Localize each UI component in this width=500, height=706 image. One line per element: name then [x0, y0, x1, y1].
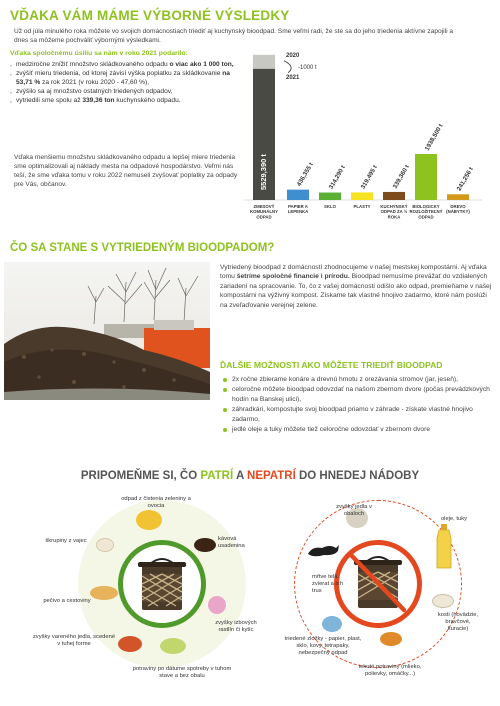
remind-heading: PRIPOMEŇME SI, ČO PATRÍ A NEPATRÍ DO HNEDEJ NÁDOBY	[80, 470, 420, 482]
bar-value-label: 436,355 t	[295, 161, 315, 188]
list-item: 2x ročne zbierame konáre a drevnú hmotu z orezávania stromov (jar, jeseň),	[222, 375, 494, 384]
bar-value-label: 319,495 t	[359, 164, 379, 191]
results-heading: Vďaka spoločnému úsiliu sa nám v roku 2021 podarilo:	[10, 50, 188, 57]
annotation-2020: 2020	[286, 52, 300, 59]
label-bones: kosti (hovädzie, bravčové, kuracie)	[437, 612, 479, 632]
label-oils: oleje, tuky	[440, 516, 468, 522]
brown-bin-crossed-icon	[350, 552, 406, 614]
list-item: , zvýšilo sa aj množstvo ostatných triedených odpadov,	[10, 87, 245, 96]
flowers-icon	[208, 596, 226, 614]
bar-value-label: 5529,390 t	[259, 154, 268, 190]
bar	[287, 190, 309, 200]
label-animals: mŕtve telá zvierat a ich trus	[312, 574, 343, 594]
category-label: PAPIER A LEPENKA	[287, 204, 309, 215]
recyclables-icon	[322, 616, 342, 632]
intro-text: Už od júla minulého roka môžete vo svojich domácnostiach triediť aj kuchynský bioodpad. Sme veľmi radi, že ste sa do jeho triedenia aktívne zapojili a dnes sa môžeme pochváliť výbornými výsledkami.	[14, 28, 454, 44]
options-list	[222, 375, 494, 435]
coffee-grounds-icon	[194, 538, 216, 552]
waste-bar-chart	[226, 52, 496, 237]
compost-photo	[4, 262, 210, 400]
bar	[415, 154, 437, 200]
category-label: ZMESOVÝ KOMUNÁLNY ODPAD	[250, 204, 278, 220]
vegetable-peels-icon	[136, 510, 162, 530]
annotation-delta: -1000 t	[298, 64, 317, 71]
results-list	[10, 60, 245, 105]
label-expired: potraviny po dátume spotreby v tuhom stave a bez obalu	[132, 666, 232, 679]
category-label: SKLO	[324, 204, 336, 209]
bones-icon	[432, 594, 454, 608]
brown-bin-icon	[136, 556, 188, 614]
cooked-food-icon	[118, 636, 142, 652]
bar	[319, 193, 341, 200]
label-peels: odpad z čistenia zeleniny a ovocia	[121, 496, 191, 509]
label-cooked: zvyšky vareného jedla, scedené v tuhej forme	[32, 634, 116, 647]
bar	[351, 192, 373, 200]
label-packaged: zvyšky jedla v obaloch	[336, 504, 372, 517]
bar-value-label: 1938,500 t	[423, 122, 445, 153]
label-bread: pečivo a cestoviny	[43, 598, 91, 604]
annotation-2021: 2021	[286, 74, 300, 81]
label-recyclables: triedené zložky - papier, plast, sklo, kovy, tetrapaky, nebezpečný odpad	[284, 636, 362, 656]
label-liquids: tekuté potraviny (mlieko, polievky, omáčky...)	[358, 664, 422, 677]
list-item: celoročne môžete bioodpad odovzdať na našom zbernom dvore (počas prevádzkových hodín na Banskej ulici),	[222, 385, 494, 404]
page-title: VĎAKA VÁM MÁME VÝBORNÉ VÝSLEDKY	[10, 8, 290, 23]
category-label: BIOLOGICKY ROZLOŽITEĽNÝ ODPAD	[409, 204, 443, 220]
list-item: , vytriedili sme spolu až 339,36 ton kuchynského odpadu.	[10, 96, 245, 105]
list-item: záhradkári, kompostujte svoj bioodpad priamo v záhrade - získate vlastné hnojivo zadarmo,	[222, 405, 494, 424]
label-eggshells: škrupiny z vajec	[45, 538, 87, 544]
bar-value-label: 241,256 t	[455, 166, 475, 193]
bar	[383, 192, 405, 200]
category-label: DREVO (NÁBYTKY)	[446, 204, 470, 215]
category-label: KUCHYNSKÝ ODPAD ZA ½ ROKA	[380, 204, 408, 220]
soup-icon	[380, 632, 402, 646]
dead-cat-icon	[306, 540, 340, 560]
results-paragraph: Vďaka menšiemu množstvu skládkovaného odpadu a lepšej miere triedenia sme optimalizovali aj náklady mesta na odpadové hospodárstvo. Veľmi nás teší, že sme vďaka tomu v roku 2022 nemuseli zvyšovať poplatky za odpady pre Vás, občanov.	[14, 154, 238, 188]
bio-paragraph: Vytriedený bioodpad z domácností zhodnocujeme v našej mestskej kompostárni. Aj vďaka tomu šetríme spoločné financie i prírodu. Bioodpad nemusíme prevážať do vzdialených zariadení na spracovanie. To, čo z vašej domácnosti odišlo ako odpad, premieňame v našej kompostárni na výživný kompost. Získame tak vlastné hnojivo zadarmo, ktoré nám poslúži na zveľaďovanie verejnej zelene.	[220, 264, 492, 309]
list-item: jedlé oleje a tuky môžete tiež celoročne odovzdať v zbernom dvore	[222, 425, 494, 434]
bread-icon	[90, 586, 118, 600]
list-item: , medziročne znížiť množstvo skládkovaného odpadu o viac ako 1 000 ton,	[10, 60, 245, 69]
category-label: PLASTY	[353, 204, 371, 209]
annotation-arrow	[284, 61, 291, 73]
bio-heading: ČO SA STANE S VYTRIEDENÝM BIOODPADOM?	[10, 242, 275, 254]
label-coffee: kávová usadenina	[218, 536, 245, 549]
bar	[447, 194, 469, 200]
bar-2020-ghost	[253, 55, 275, 69]
expired-food-icon	[160, 638, 186, 654]
oil-bottle-icon	[434, 524, 454, 570]
bar-value-label: 339,360 t	[391, 163, 411, 190]
label-plants: zvyšky izbových rastlín či kytíc	[215, 620, 257, 633]
options-heading: ĎALŠIE MOŽNOSTI AKO MÔŽETE TRIEDIŤ BIOODPAD	[220, 360, 443, 370]
bar-value-label: 314,290 t	[327, 164, 347, 191]
list-item: , zvýšiť mieru triedenia, od ktorej závisí výška poplatku za skládkovanie na 53,71 % za rok 2021 (v roku 2020 - 47,60 %),	[10, 69, 245, 87]
eggshell-icon	[96, 538, 114, 552]
